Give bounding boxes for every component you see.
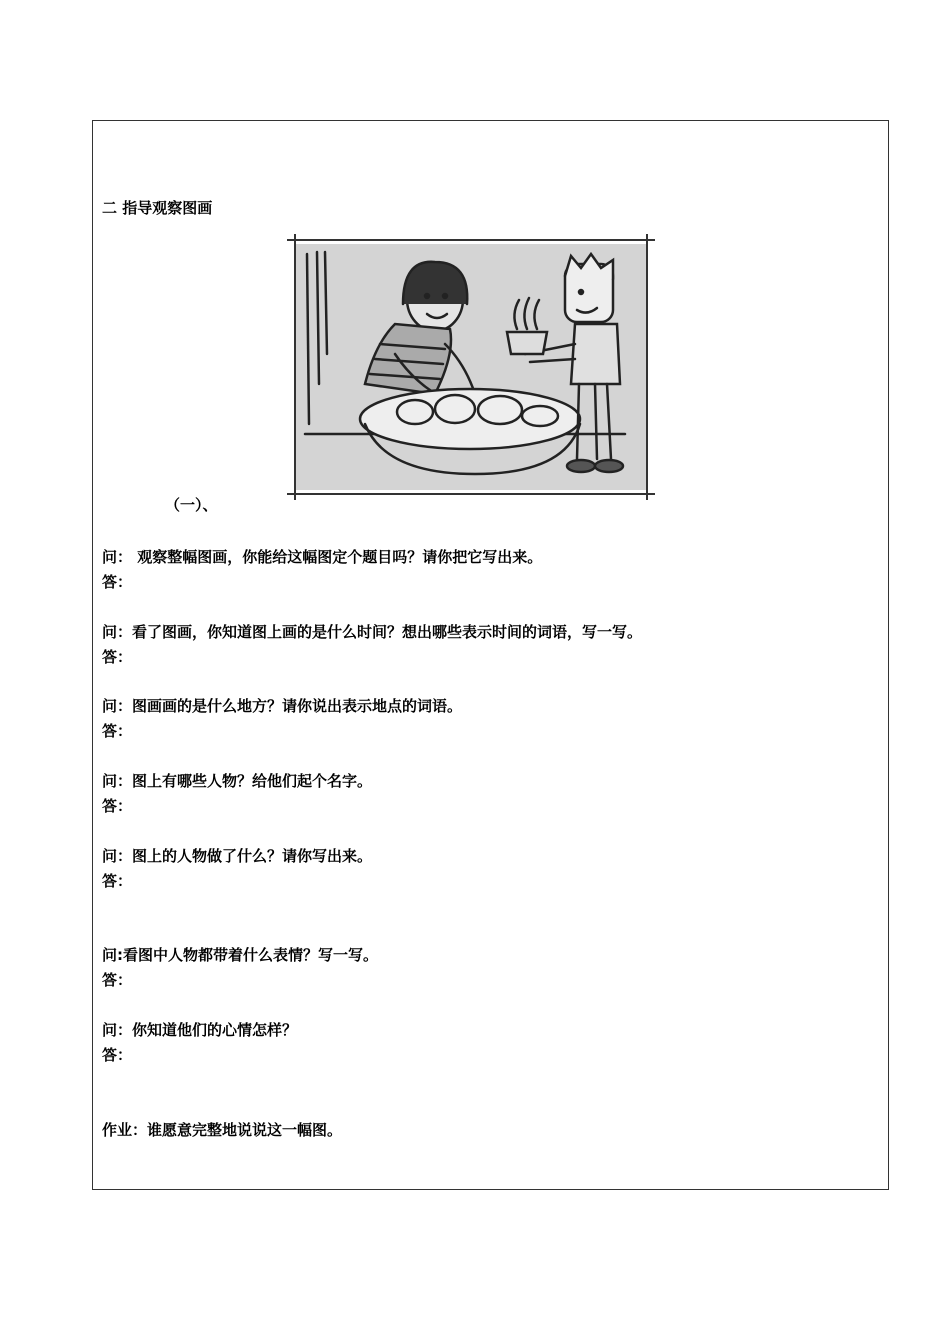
- question-6: 问:看图中人物都带着什么表情？写一写。: [102, 946, 379, 964]
- illustration-caption: （一）、: [165, 496, 218, 514]
- answer-4: 答：: [102, 797, 133, 815]
- question-5: 问：图上的人物做了什么？请你写出来。: [102, 847, 373, 865]
- question-3: 问：图画画的是什么地方？请你说出表示地点的词语。: [102, 697, 463, 715]
- answer-1: 答：: [102, 573, 133, 591]
- answer-6: 答：: [102, 971, 133, 989]
- question-2: 问：看了图画，你知道图上画的是什么时间？想出哪些表示时间的词语，写一写。: [102, 623, 643, 641]
- section-title: 二 指导观察图画: [102, 199, 213, 217]
- answer-5: 答：: [102, 872, 133, 890]
- illustration-mother-washing-son-bowl: [285, 234, 657, 500]
- question-1: 问： 观察整幅图画，你能给这幅图定个题目吗？请你把它写出来。: [102, 548, 543, 566]
- homework: 作业：谁愿意完整地说说这一幅图。: [102, 1121, 343, 1139]
- answer-2: 答：: [102, 648, 133, 666]
- question-7: 问：你知道他们的心情怎样？: [102, 1021, 298, 1039]
- question-4: 问：图上有哪些人物？给他们起个名字。: [102, 772, 373, 790]
- answer-3: 答：: [102, 722, 133, 740]
- answer-7: 答：: [102, 1046, 133, 1064]
